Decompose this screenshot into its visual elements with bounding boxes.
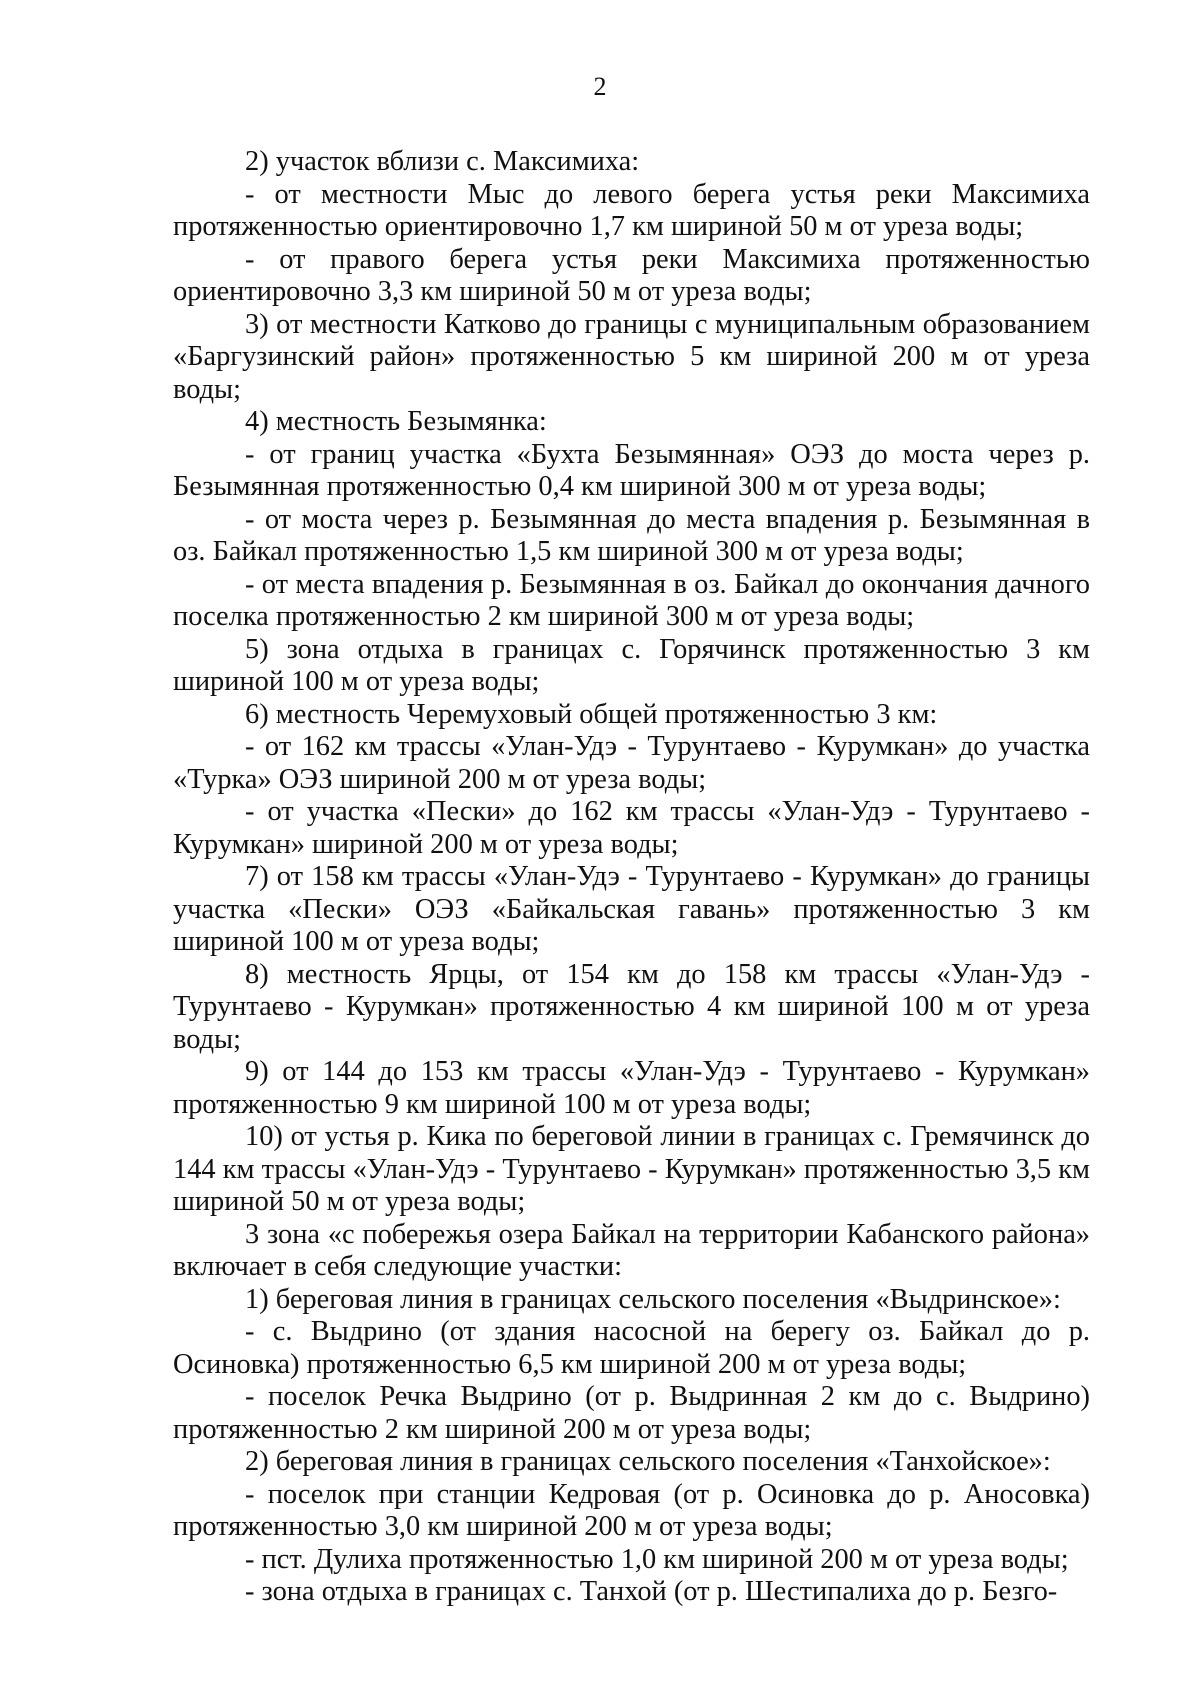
paragraph: - от правого берега устья реки Максимиха протяженностью ориентировочно 3,3 км шириной 50 м от уреза воды; (173, 243, 1090, 307)
paragraph: - от местности Мыс до левого берега устья реки Максимиха протяженностью ориентировочно 1,7 км шириной 50 м от уреза воды; (173, 178, 1090, 242)
paragraph: - поселок при станции Кедровая (от р. Осиновка до р. Аносовка) протяженностью 3,0 км шириной 200 м от уреза воды; (173, 1478, 1090, 1542)
paragraph: 10) от устья р. Кика по береговой линии в границах с. Гремячинск до 144 км трассы «Улан-Удэ - Турунтаево - Курумкан» протяженностью 3,5 км шириной 50 м от уреза воды; (173, 1121, 1090, 1217)
paragraph: 4) местность Безымянка: (245, 406, 547, 437)
paragraph: - зона отдыха в границах с. Танхой (от р. Шестипалиха до р. Безго- (245, 1576, 1058, 1607)
paragraph: 8) местность Ярцы, от 154 км до 158 км трассы «Улан-Удэ - Турунтаево - Курумкан» протяженностью 4 км шириной 100 м от уреза воды; (173, 958, 1090, 1055)
paragraph: 7) от 158 км трассы «Улан-Удэ - Турунтаево - Курумкан» до границы участка «Пески» ОЭЗ «Байкальская гавань» протяженностью 3 км шириной 100 м от уреза воды; (173, 861, 1090, 957)
paragraph: - с. Выдрино (от здания насосной на берегу оз. Байкал до р. Осиновка) протяженностью 6,5 км шириной 200 м от уреза воды; (173, 1316, 1090, 1380)
paragraph: - пст. Дулиха протяженностью 1,0 км шириной 200 м от уреза воды; (245, 1543, 1069, 1575)
paragraph: - от границ участка «Бухта Безымянная» ОЭЗ до моста через р. Безымянная протяженностью 0,4 км шириной 300 м от уреза воды; (173, 438, 1090, 502)
paragraph: - от участка «Пески» до 162 км трассы «Улан-Удэ - Турунтаево - Курумкан» шириной 200 м от уреза воды; (173, 796, 1090, 860)
paragraph: 3) от местности Катково до границы с муниципальным образованием «Баргузинский район» протяженностью 5 км шириной 200 м от уреза воды; (173, 308, 1090, 405)
paragraph: 2) участок вблизи с. Максимиха: (245, 146, 640, 177)
paragraph: - от 162 км трассы «Улан-Удэ - Турунтаево - Курумкан» до участка «Турка» ОЭЗ шириной 200 м от уреза воды; (173, 731, 1090, 795)
paragraph: 3 зона «с побережья озера Байкал на территории Кабанского района» включает в себя следующие участки: (173, 1218, 1090, 1282)
paragraph: - поселок Речка Выдрино (от р. Выдринная 2 км до с. Выдрино) протяженностью 2 км шириной 200 м от уреза воды; (173, 1381, 1090, 1445)
paragraph: 6) местность Черемуховый общей протяженностью 3 км: (245, 698, 938, 730)
paragraph: - от места впадения р. Безымянная в оз. Байкал до окончания дачного поселка протяженностью 2 км шириной 300 м от уреза воды; (173, 568, 1090, 632)
paragraph: - от моста через р. Безымянная до места впадения р. Безымянная в оз. Байкал протяженностью 1,5 км шириной 300 м от уреза воды; (173, 503, 1090, 567)
paragraph: 1) береговая линия в границах сельского поселения «Выдринское»: (245, 1283, 1061, 1315)
document-body (173, 146, 1090, 1609)
paragraph: 9) от 144 до 153 км трассы «Улан-Удэ - Турунтаево - Курумкан» протяженностью 9 км шириной 100 м от уреза воды; (173, 1056, 1090, 1120)
page-number: 2 (593, 72, 607, 101)
paragraph: 2) береговая линия в границах сельского поселения «Танхойское»: (245, 1446, 1051, 1477)
paragraph: 5) зона отдыха в границах с. Горячинск протяженностью 3 км шириной 100 м от уреза воды; (173, 633, 1090, 697)
